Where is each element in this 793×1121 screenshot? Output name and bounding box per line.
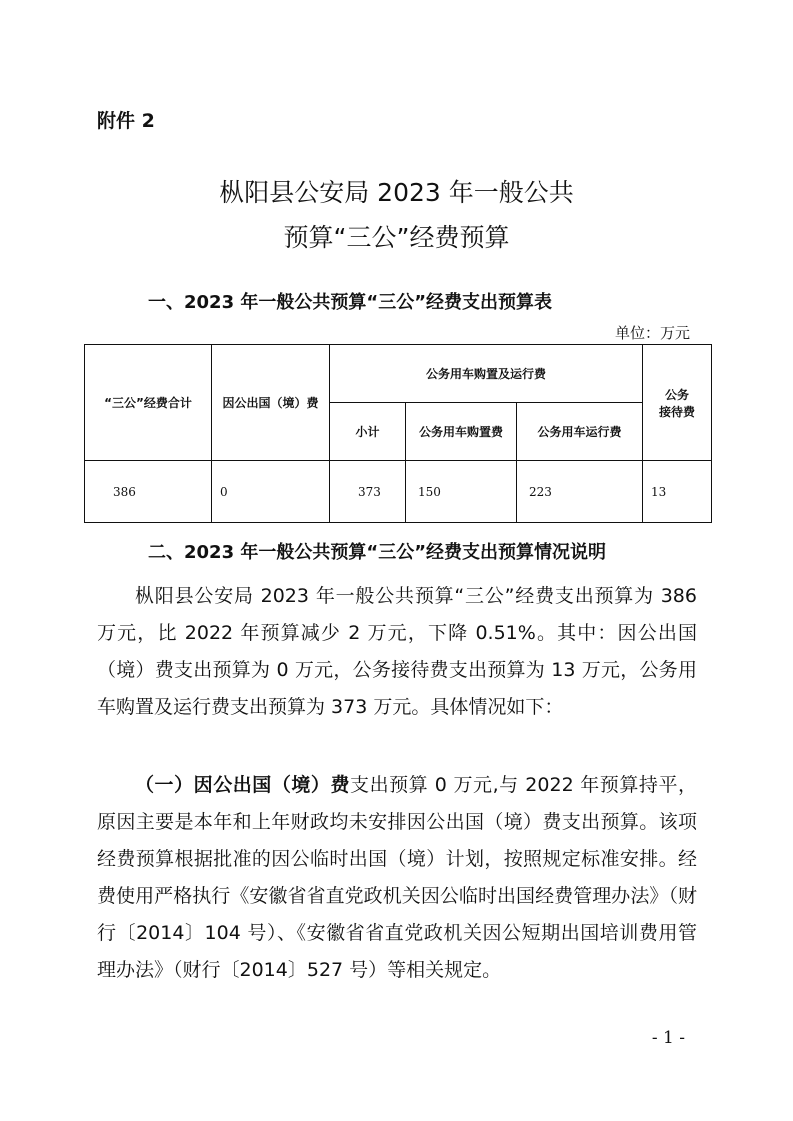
value-abroad: 0 xyxy=(212,461,330,523)
section1-heading: 一、2023 年一般公共预算“三公”经费支出预算表 xyxy=(148,292,553,313)
title-line-2: 预算“三公”经费预算 xyxy=(283,223,510,252)
header-operation: 公务用车运行费 xyxy=(517,403,643,461)
value-subtotal: 373 xyxy=(330,461,406,523)
paragraph-abroad xyxy=(97,767,697,989)
header-reception-line1: 公务 xyxy=(665,387,690,402)
header-total: “三公”经费合计 xyxy=(85,345,212,461)
budget-table xyxy=(84,344,712,523)
paragraph-summary: 枞阳县公安局 2023 年一般公共预算“三公”经费支出预算为 386 万元，比 2022 年预算减少 2 万元，下降 0.51%。其中：因公出国（境）费支出预算为 0 万元，公务接待费支出预算为 13 万元，公务用车购置及运行费支出预算为 373 万元。具体情况如下： xyxy=(97,585,697,718)
section2-heading: 二、2023 年一般公共预算“三公”经费支出预算情况说明 xyxy=(148,542,607,563)
attachment-label: 附件 2 xyxy=(97,110,155,132)
document-title xyxy=(0,170,793,260)
unit-label: 单位：万元 xyxy=(614,324,690,342)
header-abroad: 因公出国（境）费 xyxy=(212,345,330,461)
value-purchase: 150 xyxy=(406,461,517,523)
value-total: 386 xyxy=(85,461,212,523)
table-header-row xyxy=(85,345,712,403)
value-reception: 13 xyxy=(643,461,712,523)
paragraph-abroad-body: 支出预算 0 万元,与 2022 年预算持平，原因主要是本年和上年财政均未安排因公出国（境）费支出预算。该项经费预算根据批准的因公临时出国（境）计划，按照规定标准安排。经费使用严格执行《安徽省省直党政机关因公临时出国经费管理办法》（财行〔2014〕104 号）、《安徽省省直党政机关因公短期出国培训费用管理办法》（财行〔2014〕527 号）等相关规定。 xyxy=(97,774,697,981)
title-line-1: 枞阳县公安局 2023 年一般公共 xyxy=(219,178,574,207)
header-reception-line2: 接待费 xyxy=(659,404,696,419)
header-purchase: 公务用车购置费 xyxy=(406,403,517,461)
value-operation: 223 xyxy=(517,461,643,523)
header-reception xyxy=(643,345,712,461)
table-row xyxy=(85,461,712,523)
page-number: - 1 - xyxy=(651,1028,685,1048)
paragraph-abroad-lead: （一）因公出国（境）费 xyxy=(135,774,351,796)
header-vehicle-group: 公务用车购置及运行费 xyxy=(330,345,643,403)
header-subtotal: 小计 xyxy=(330,403,406,461)
